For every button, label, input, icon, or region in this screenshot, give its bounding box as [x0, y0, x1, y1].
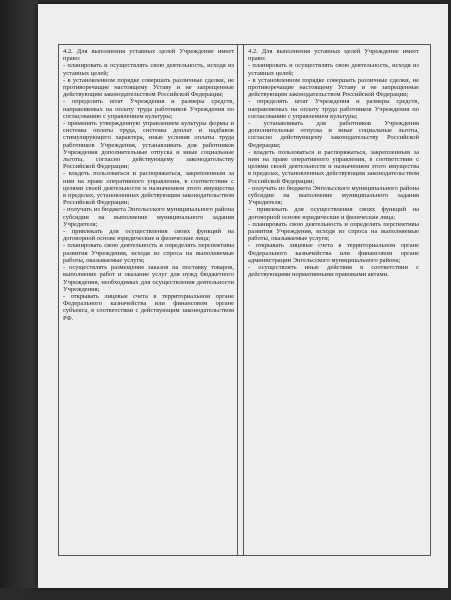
- right-paragraph: - планировать и осуществлять свою деятельность, исходя из уставных целей;: [248, 62, 419, 77]
- left-paragraph: - владеть пользоваться и распоряжаться, закрепленным за ним на праве оперативного управления, в соответствии с целями своей деятельности и назначением этого имущества в пределах, установленных действующим законодательством Российской Федерации;: [63, 170, 234, 207]
- background-left: [0, 0, 38, 600]
- right-paragraph: - привлекать для осуществления своих функций на договорной основе юридические и физические лица;: [248, 206, 419, 221]
- left-paragraph: - осуществлять размещение заказов на поставку товаров, выполнение работ и оказание услуг для нужд бюджетного Учреждения, необходимых для осуществления деятельности Учреждения;: [63, 264, 234, 293]
- background-bottom: [0, 588, 451, 600]
- right-paragraph: - открывать лицевые счета в территориальном органе Федерального казначейства или финансовом органе администрации Энгельсского муниципального района;: [248, 242, 419, 264]
- comparison-table: [58, 44, 431, 556]
- right-paragraph: - владеть пользоваться и распоряжаться, закрепленным за ним на праве оперативного управления, в соответствии с целями своей деятельности и назначением этого имущества в пределах, установленных действующим законодательством Российской Федерации;: [248, 148, 419, 185]
- right-paragraph: - определять штат Учреждения и размеры средств, направляемых на оплату труда работников Учреждения по согласованию с управлением культуры;: [248, 98, 419, 120]
- left-paragraph: - планировать свою деятельность и определять перспективы развития Учреждения, исходя из спроса на выполняемые работы, оказываемые услуги;: [63, 242, 234, 264]
- left-paragraph: - применять утвержденную управлением культуры формы и системы оплаты труда, системы доплат и надбавок стимулирующего характера, иные условия оплаты труда работников Учреждения, устанавливать для работников Учреждения дополнительные отпуска и иные социальные льготы, согласно действующему законодательству Российской Федерации;: [63, 120, 234, 171]
- left-column: [59, 45, 238, 555]
- right-paragraph: - устанавливать для работников Учреждения дополнительные отпуска и иные социальные льготы, согласно действующему законодательству Российской Федерации;: [248, 120, 419, 149]
- left-paragraph: - планировать и осуществлять свою деятельность, исходя из уставных целей;: [63, 62, 234, 77]
- left-paragraph: - получать из бюджета Энгельсского муниципального района субсидии на выполнение муниципального задания Учредителя;: [63, 206, 234, 228]
- right-paragraph: - осуществлять иные действия в соответствии с действующими нормативными правовыми актами.: [248, 264, 419, 279]
- left-paragraph: 4.2. Для выполнения уставных целей Учреждение имеет право:: [63, 48, 234, 63]
- right-paragraph: - получать из бюджета Энгельсского муниципального района субсидии на выполнение муниципального задания Учредителя;: [248, 184, 419, 207]
- right-column: [243, 45, 422, 555]
- left-paragraph: - в установленном порядке совершать различные сделки, не противоречащие настоящему Уставу и не запрещенные действующим законодательством Российской Федерации;: [63, 76, 234, 99]
- document-page: [38, 4, 448, 588]
- right-paragraph: - планировать свою деятельность и определять перспективы развития Учреждения, исходя из спроса на выполняемые работы, оказываемые услуги;: [248, 220, 419, 243]
- right-paragraph: - в установленном порядке совершать различные сделки, не противоречащие настоящему Уставу и не запрещенные действующим законодательством Российской Федерации;: [248, 76, 419, 99]
- left-paragraph: - открывать лицевые счета в территориальном органе Федерального казначейства или финансовом органе субъекта, в соответствии с действующим законодательством РФ.: [63, 292, 234, 322]
- left-paragraph: - привлекать для осуществления своих функций на договорной основе юридические и физические лица;: [63, 228, 234, 243]
- left-paragraph: - определять штат Учреждения и размеры средств, направляемых на оплату труда работников Учреждения по согласованию с управлением культуры;: [63, 98, 234, 120]
- right-paragraph: 4.2. Для выполнения уставных целей Учреждение имеет право:: [248, 48, 419, 63]
